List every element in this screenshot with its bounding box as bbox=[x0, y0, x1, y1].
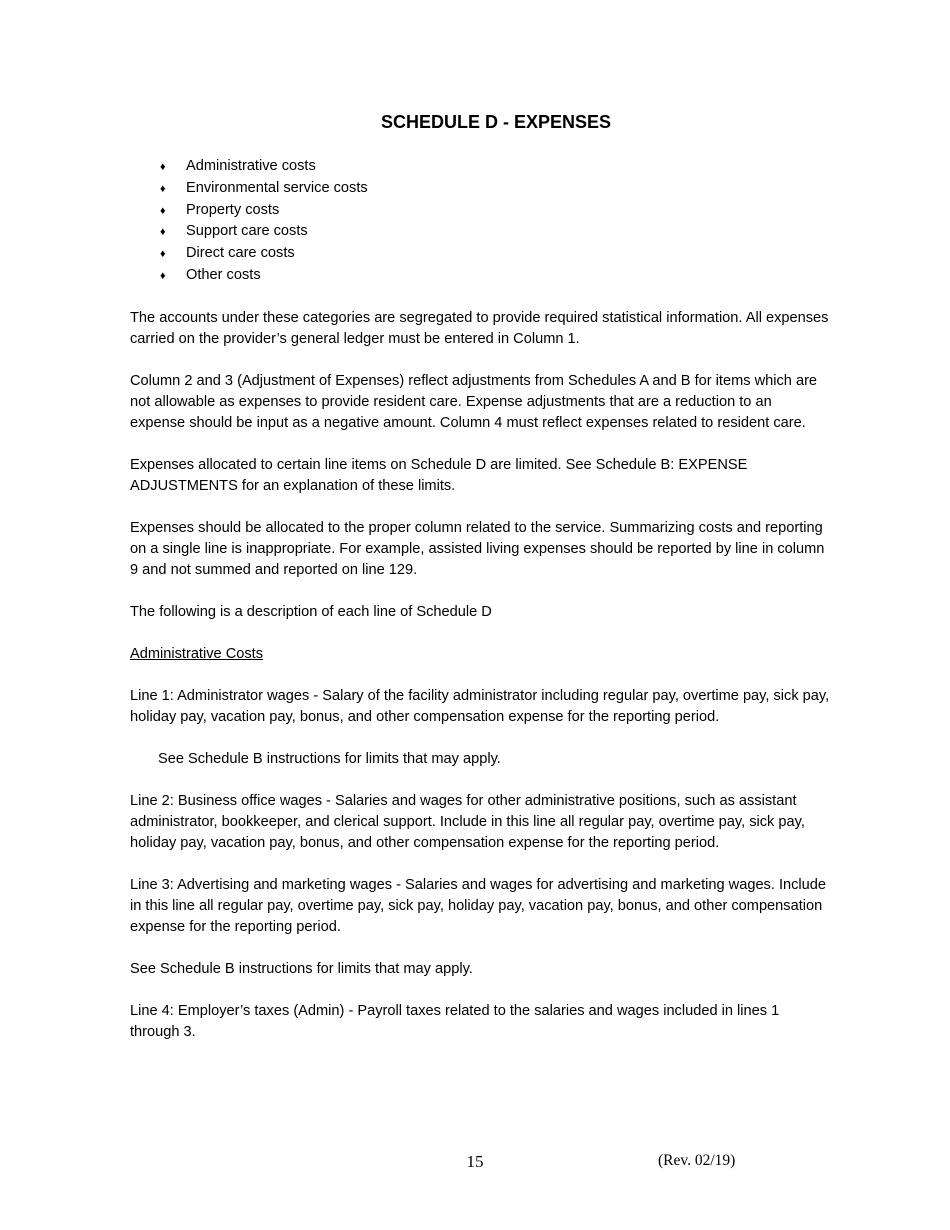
paragraph-adjustments: Column 2 and 3 (Adjustment of Expenses) reflect adjustments from Schedules A and B for items which are not allowable as expenses to provide resident care. Expense adjustments that are a reduction to an expense should be input as a negative amount. Column 4 must reflect expenses related to resident care. bbox=[130, 372, 818, 431]
line-1-note: See Schedule B instructions for limits that may apply. bbox=[158, 750, 501, 767]
list-item: ♦ Support care costs bbox=[160, 221, 830, 243]
line-3-description: Line 3: Advertising and marketing wages - Salaries and wages for advertising and marketing wages. Include in this line all regular pay, overtime pay, sick pay, holiday pay, vacation pay, bonus, and other compensation expense for the reporting period. bbox=[130, 876, 827, 935]
list-item: ♦ Property costs bbox=[160, 200, 830, 222]
page-content bbox=[130, 110, 830, 1064]
page-title: SCHEDULE D - EXPENSES bbox=[380, 112, 612, 132]
line-2-description: Line 2: Business office wages - Salaries and wages for other administrative positions, such as assistant administrator, bookkeeper, and clerical support. Include in this line all regular pay, overtime pay, sick pay, holiday pay, vacation pay, bonus, and other compensation expense for the reporting period. bbox=[130, 792, 805, 851]
paragraph-description-intro: The following is a description of each line of Schedule D bbox=[130, 603, 492, 620]
list-item: ♦ Direct care costs bbox=[160, 243, 830, 265]
section-heading: Administrative Costs bbox=[130, 645, 264, 662]
diamond-bullet-icon: ♦ bbox=[160, 269, 166, 282]
diamond-bullet-icon: ♦ bbox=[160, 182, 166, 195]
diamond-bullet-icon: ♦ bbox=[160, 161, 166, 173]
list-item: ♦ Administrative costs bbox=[160, 156, 830, 178]
diamond-bullet-icon: ♦ bbox=[160, 204, 166, 217]
line-3-note: See Schedule B instructions for limits that may apply. bbox=[130, 960, 473, 977]
list-item: ♦ Other costs bbox=[160, 265, 830, 287]
page-number: 15 bbox=[466, 1152, 484, 1171]
paragraph-accounts: The accounts under these categories are segregated to provide required statistical information. All expenses carried on the provider’s general ledger must be entered in Column 1. bbox=[130, 309, 829, 347]
paragraph-allocation: Expenses should be allocated to the proper column related to the service. Summarizing costs and reporting on a single line is inappropriate. For example, assisted living expenses should be reported by line in column 9 and not summed and reported on line 129. bbox=[130, 519, 825, 578]
paragraph-limits: Expenses allocated to certain line items on Schedule D are limited. See Schedule B: EXPENSE ADJUSTMENTS for an explanation of these limits. bbox=[130, 456, 748, 494]
line-4-description: Line 4: Employer’s taxes (Admin) - Payroll taxes related to the salaries and wages included in lines 1 through 3. bbox=[130, 1002, 780, 1040]
expense-category-list bbox=[130, 156, 830, 287]
diamond-bullet-icon: ♦ bbox=[160, 248, 166, 261]
line-1-description: Line 1: Administrator wages - Salary of the facility administrator including regular pay, overtime pay, sick pay, holiday pay, vacation pay, bonus, and other compensation expense for the reporting period. bbox=[130, 687, 830, 725]
list-item: ♦ Environmental service costs bbox=[160, 178, 830, 200]
diamond-bullet-icon: ♦ bbox=[160, 226, 166, 239]
revision-label: (Rev. 02/19) bbox=[658, 1152, 736, 1169]
